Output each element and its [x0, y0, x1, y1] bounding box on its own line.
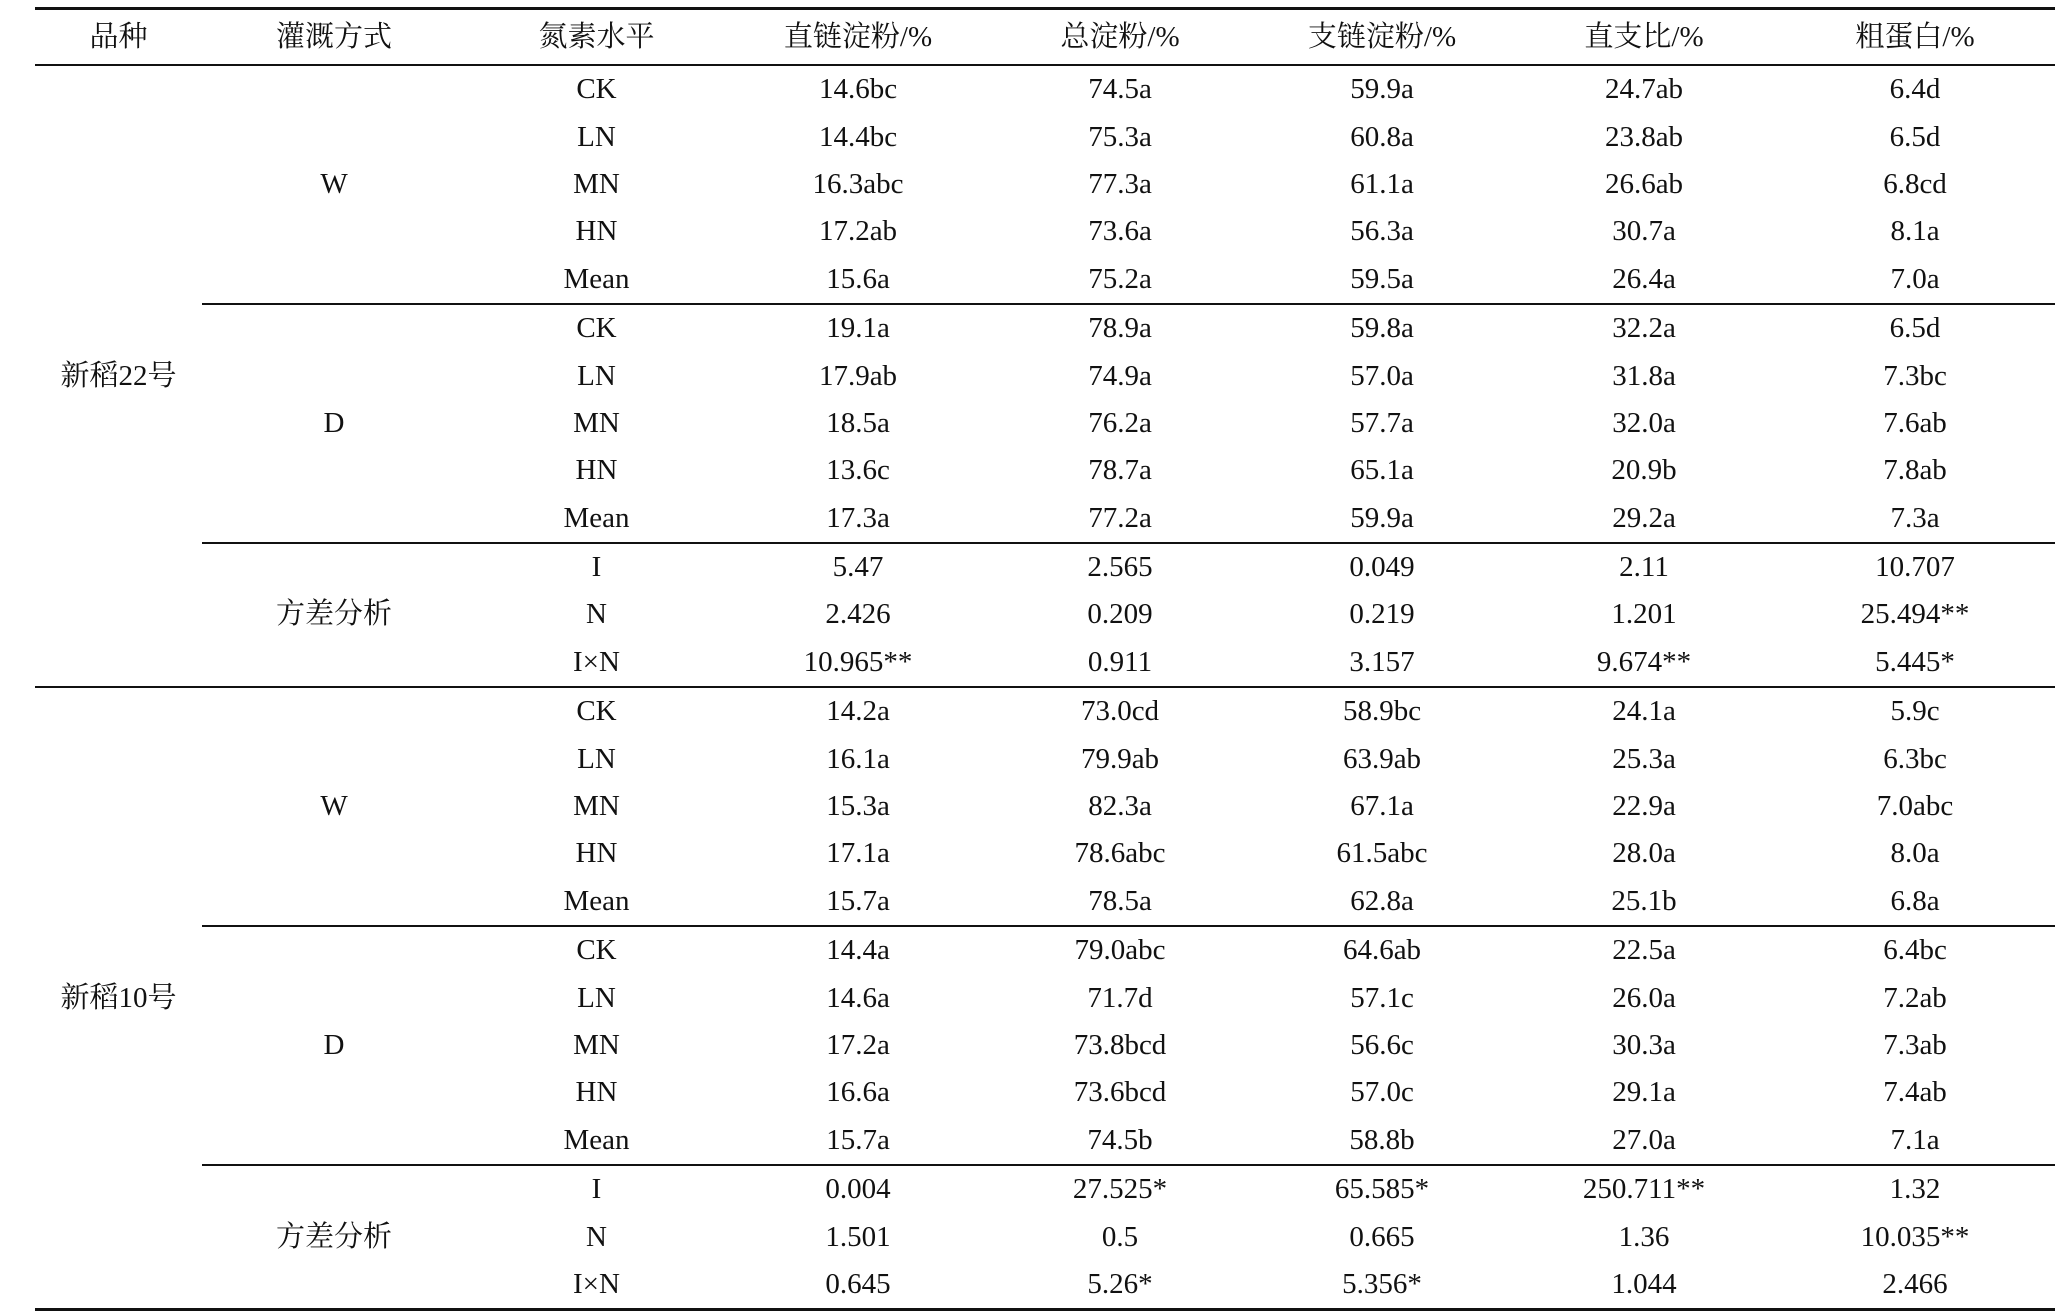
value-cell: 14.4bc	[818, 120, 898, 153]
value-cell: 7.3a	[1890, 501, 1940, 534]
value-cell: 7.3bc	[1883, 359, 1947, 392]
column-header: 直支比/%	[1513, 9, 1775, 66]
nitrogen-level-cell: I	[466, 543, 727, 591]
nitrogen-level-cell: CK	[576, 73, 617, 106]
value-cell: 15.3a	[826, 790, 890, 823]
nitrogen-level-cell: MN	[573, 790, 620, 823]
value-cell: 29.2a	[1612, 501, 1676, 534]
table-row	[35, 304, 2055, 352]
value-cell: 78.9a	[989, 304, 1251, 352]
value-cell: 77.3a	[1088, 167, 1152, 200]
value-cell: 7.8ab	[1883, 454, 1947, 487]
value-cell: 16.6a	[826, 1076, 890, 1109]
value-cell: 57.0a	[1350, 359, 1414, 392]
value-cell: 8.0a	[1890, 837, 1940, 870]
value-cell: 2.565	[989, 543, 1251, 591]
value-cell: 6.5d	[1775, 304, 2055, 352]
value-cell: 59.9a	[1350, 73, 1414, 106]
irrigation-method-cell: 方差分析	[202, 1165, 466, 1310]
value-cell: 16.1a	[826, 742, 890, 775]
value-cell: 73.6a	[1088, 215, 1152, 248]
value-cell: 15.7a	[826, 1123, 890, 1156]
value-cell: 1.201	[1611, 598, 1677, 631]
value-cell: 10.965**	[803, 645, 913, 678]
nitrogen-level-cell: HN	[575, 215, 618, 248]
nitrogen-level-cell: LN	[577, 742, 616, 775]
value-cell: 57.0c	[1350, 1076, 1414, 1109]
value-cell: 9.674**	[1596, 645, 1692, 678]
value-cell: 78.7a	[1088, 454, 1152, 487]
nitrogen-level-cell: Mean	[563, 262, 630, 295]
value-cell: 14.4a	[727, 926, 989, 974]
nitrogen-level-cell: I×N	[573, 645, 620, 678]
nitrogen-level-cell: Mean	[563, 884, 630, 917]
value-cell: 6.3bc	[1883, 742, 1947, 775]
nitrogen-level-cell: MN	[573, 406, 620, 439]
value-cell: 0.004	[727, 1165, 989, 1213]
value-cell: 62.8a	[1350, 884, 1414, 917]
value-cell: 2.426	[825, 598, 891, 631]
data-table	[35, 7, 2055, 1311]
value-cell: 1.36	[1618, 1220, 1670, 1253]
value-cell: 73.0cd	[989, 687, 1251, 735]
value-cell: 6.4d	[1889, 73, 1941, 106]
irrigation-method-cell: W	[320, 167, 348, 200]
value-cell: 82.3a	[1088, 790, 1152, 823]
value-cell: 6.4bc	[1775, 926, 2055, 974]
value-cell: 0.209	[1087, 598, 1153, 631]
value-cell: 73.6bcd	[1073, 1076, 1167, 1109]
value-cell: 59.9a	[1350, 501, 1414, 534]
table-row	[35, 687, 2055, 735]
column-header: 氮素水平	[466, 9, 727, 66]
header-row	[35, 9, 2055, 66]
value-cell: 0.5	[1101, 1220, 1139, 1253]
table-row	[35, 1165, 2055, 1213]
nitrogen-level-cell: Mean	[563, 1123, 630, 1156]
value-cell: 78.6abc	[1074, 837, 1166, 870]
value-cell: 30.3a	[1612, 1029, 1676, 1061]
value-cell: 78.5a	[1088, 884, 1152, 917]
value-cell: 60.8a	[1350, 120, 1414, 153]
value-cell: 14.2a	[727, 687, 989, 735]
value-cell: 0.645	[727, 1261, 989, 1310]
value-cell: 0.665	[1349, 1220, 1415, 1253]
nitrogen-level-cell: HN	[575, 1076, 618, 1109]
value-cell: 23.8ab	[1604, 120, 1684, 153]
value-cell: 79.0abc	[989, 926, 1251, 974]
value-cell: 61.5abc	[1336, 837, 1428, 870]
value-cell: 17.2a	[826, 1029, 890, 1061]
value-cell: 71.7d	[1087, 981, 1153, 1014]
nitrogen-level-cell: CK	[466, 304, 727, 352]
value-cell: 57.1c	[1350, 981, 1414, 1014]
value-cell: 0.049	[1251, 543, 1513, 591]
value-cell: 56.3a	[1350, 215, 1414, 248]
value-cell: 76.2a	[1088, 406, 1152, 439]
value-cell: 26.6ab	[1604, 167, 1684, 200]
irrigation-method-cell: W	[202, 687, 466, 926]
value-cell: 64.6ab	[1251, 926, 1513, 974]
value-cell: 5.445*	[1875, 645, 1955, 678]
nitrogen-level-cell: LN	[577, 981, 616, 1014]
column-header: 品种	[35, 9, 202, 66]
value-cell: 31.8a	[1612, 359, 1676, 392]
nitrogen-level-cell: CK	[466, 926, 727, 974]
value-cell: 2.11	[1513, 543, 1775, 591]
value-cell: 24.7ab	[1604, 73, 1684, 106]
value-cell: 67.1a	[1350, 790, 1414, 823]
value-cell: 61.1a	[1350, 167, 1414, 200]
value-cell: 24.1a	[1513, 687, 1775, 735]
value-cell: 3.157	[1349, 645, 1415, 678]
value-cell: 75.3a	[1088, 120, 1152, 153]
value-cell: 1.32	[1775, 1165, 2055, 1213]
value-cell: 5.9c	[1775, 687, 2055, 735]
value-cell: 22.5a	[1513, 926, 1775, 974]
value-cell: 25.3a	[1612, 742, 1676, 775]
value-cell: 5.26*	[989, 1261, 1251, 1310]
value-cell: 6.8cd	[1883, 167, 1947, 200]
value-cell: 74.5a	[1088, 73, 1152, 106]
column-header: 总淀粉/%	[989, 9, 1251, 66]
value-cell: 7.0abc	[1876, 790, 1954, 823]
column-header: 直链淀粉/%	[727, 9, 989, 66]
value-cell: 7.1a	[1890, 1123, 1940, 1156]
value-cell: 10.035**	[1860, 1220, 1970, 1253]
nitrogen-level-cell: N	[586, 1220, 607, 1253]
value-cell: 32.2a	[1513, 304, 1775, 352]
value-cell: 1.044	[1513, 1261, 1775, 1310]
value-cell: 1.501	[825, 1220, 891, 1253]
value-cell: 10.707	[1775, 543, 2055, 591]
value-cell: 15.7a	[826, 884, 890, 917]
value-cell: 7.4ab	[1883, 1076, 1947, 1109]
value-cell: 27.525*	[989, 1165, 1251, 1213]
table-row	[35, 65, 2055, 113]
value-cell: 0.219	[1349, 598, 1415, 631]
nitrogen-level-cell: LN	[577, 359, 616, 392]
value-cell: 57.7a	[1350, 406, 1414, 439]
nitrogen-level-cell: LN	[577, 120, 616, 153]
value-cell: 25.494**	[1860, 598, 1970, 631]
nitrogen-level-cell: I	[466, 1165, 727, 1213]
value-cell: 59.8a	[1251, 304, 1513, 352]
table-body	[35, 65, 2055, 1310]
irrigation-method-cell: D	[202, 304, 466, 543]
value-cell: 19.1a	[727, 304, 989, 352]
value-cell: 7.0a	[1890, 262, 1940, 295]
value-cell: 18.5a	[826, 406, 890, 439]
value-cell: 14.6a	[826, 981, 890, 1014]
nitrogen-level-cell: HN	[575, 454, 618, 487]
value-cell: 30.7a	[1612, 215, 1676, 248]
value-cell: 58.9bc	[1251, 687, 1513, 735]
column-header: 灌溉方式	[202, 9, 466, 66]
value-cell: 17.3a	[826, 501, 890, 534]
value-cell: 32.0a	[1612, 406, 1676, 439]
column-header: 支链淀粉/%	[1251, 9, 1513, 66]
irrigation-method-cell: 方差分析	[202, 543, 466, 687]
value-cell: 17.2ab	[818, 215, 898, 248]
value-cell: 14.6bc	[818, 73, 898, 106]
value-cell: 77.2a	[1088, 501, 1152, 534]
nitrogen-level-cell: N	[586, 598, 607, 631]
value-cell: 25.1b	[1611, 884, 1677, 917]
value-cell: 250.711**	[1513, 1165, 1775, 1213]
value-cell: 5.47	[727, 543, 989, 591]
value-cell: 58.8b	[1349, 1123, 1415, 1156]
value-cell: 74.9a	[1088, 359, 1152, 392]
nitrogen-level-cell: CK	[466, 687, 727, 735]
value-cell: 2.466	[1775, 1261, 2055, 1310]
value-cell: 22.9a	[1612, 790, 1676, 823]
value-cell: 63.9ab	[1342, 742, 1422, 775]
value-cell: 65.585*	[1251, 1165, 1513, 1213]
value-cell: 26.4a	[1612, 262, 1676, 295]
value-cell: 16.3abc	[812, 167, 904, 200]
nitrogen-level-cell: MN	[573, 167, 620, 200]
value-cell: 5.356*	[1251, 1261, 1513, 1310]
value-cell: 0.911	[1087, 645, 1153, 678]
value-cell: 74.5b	[1087, 1123, 1153, 1156]
value-cell: 65.1a	[1350, 454, 1414, 487]
value-cell: 20.9b	[1611, 454, 1677, 487]
value-cell: 15.6a	[826, 262, 890, 295]
variety-cell: 新稻10号	[35, 687, 202, 1310]
irrigation-method-cell: D	[202, 926, 466, 1165]
value-cell: 7.3ab	[1883, 1029, 1947, 1061]
value-cell: 6.8a	[1890, 884, 1940, 917]
value-cell: 79.9ab	[1080, 742, 1160, 775]
table-row	[35, 926, 2055, 974]
value-cell: 7.2ab	[1883, 981, 1947, 1014]
value-cell: 7.6ab	[1883, 406, 1947, 439]
value-cell: 6.5d	[1889, 120, 1941, 153]
nitrogen-level-cell: I×N	[466, 1261, 727, 1310]
table-row	[35, 543, 2055, 591]
value-cell: 26.0a	[1612, 981, 1676, 1014]
value-cell: 17.9ab	[818, 359, 898, 392]
value-cell: 75.2a	[1088, 262, 1152, 295]
column-header: 粗蛋白/%	[1775, 9, 2055, 66]
nitrogen-level-cell: MN	[573, 1029, 620, 1061]
value-cell: 29.1a	[1612, 1076, 1676, 1109]
value-cell: 73.8bcd	[1073, 1029, 1167, 1061]
value-cell: 17.1a	[826, 837, 890, 870]
value-cell: 56.6c	[1350, 1029, 1414, 1061]
nitrogen-level-cell: Mean	[563, 501, 630, 534]
value-cell: 8.1a	[1890, 215, 1940, 248]
value-cell: 27.0a	[1612, 1123, 1676, 1156]
variety-cell: 新稻22号	[60, 359, 177, 392]
value-cell: 28.0a	[1612, 837, 1676, 870]
value-cell: 59.5a	[1350, 262, 1414, 295]
nitrogen-level-cell: HN	[575, 837, 618, 870]
value-cell: 13.6c	[826, 454, 890, 487]
